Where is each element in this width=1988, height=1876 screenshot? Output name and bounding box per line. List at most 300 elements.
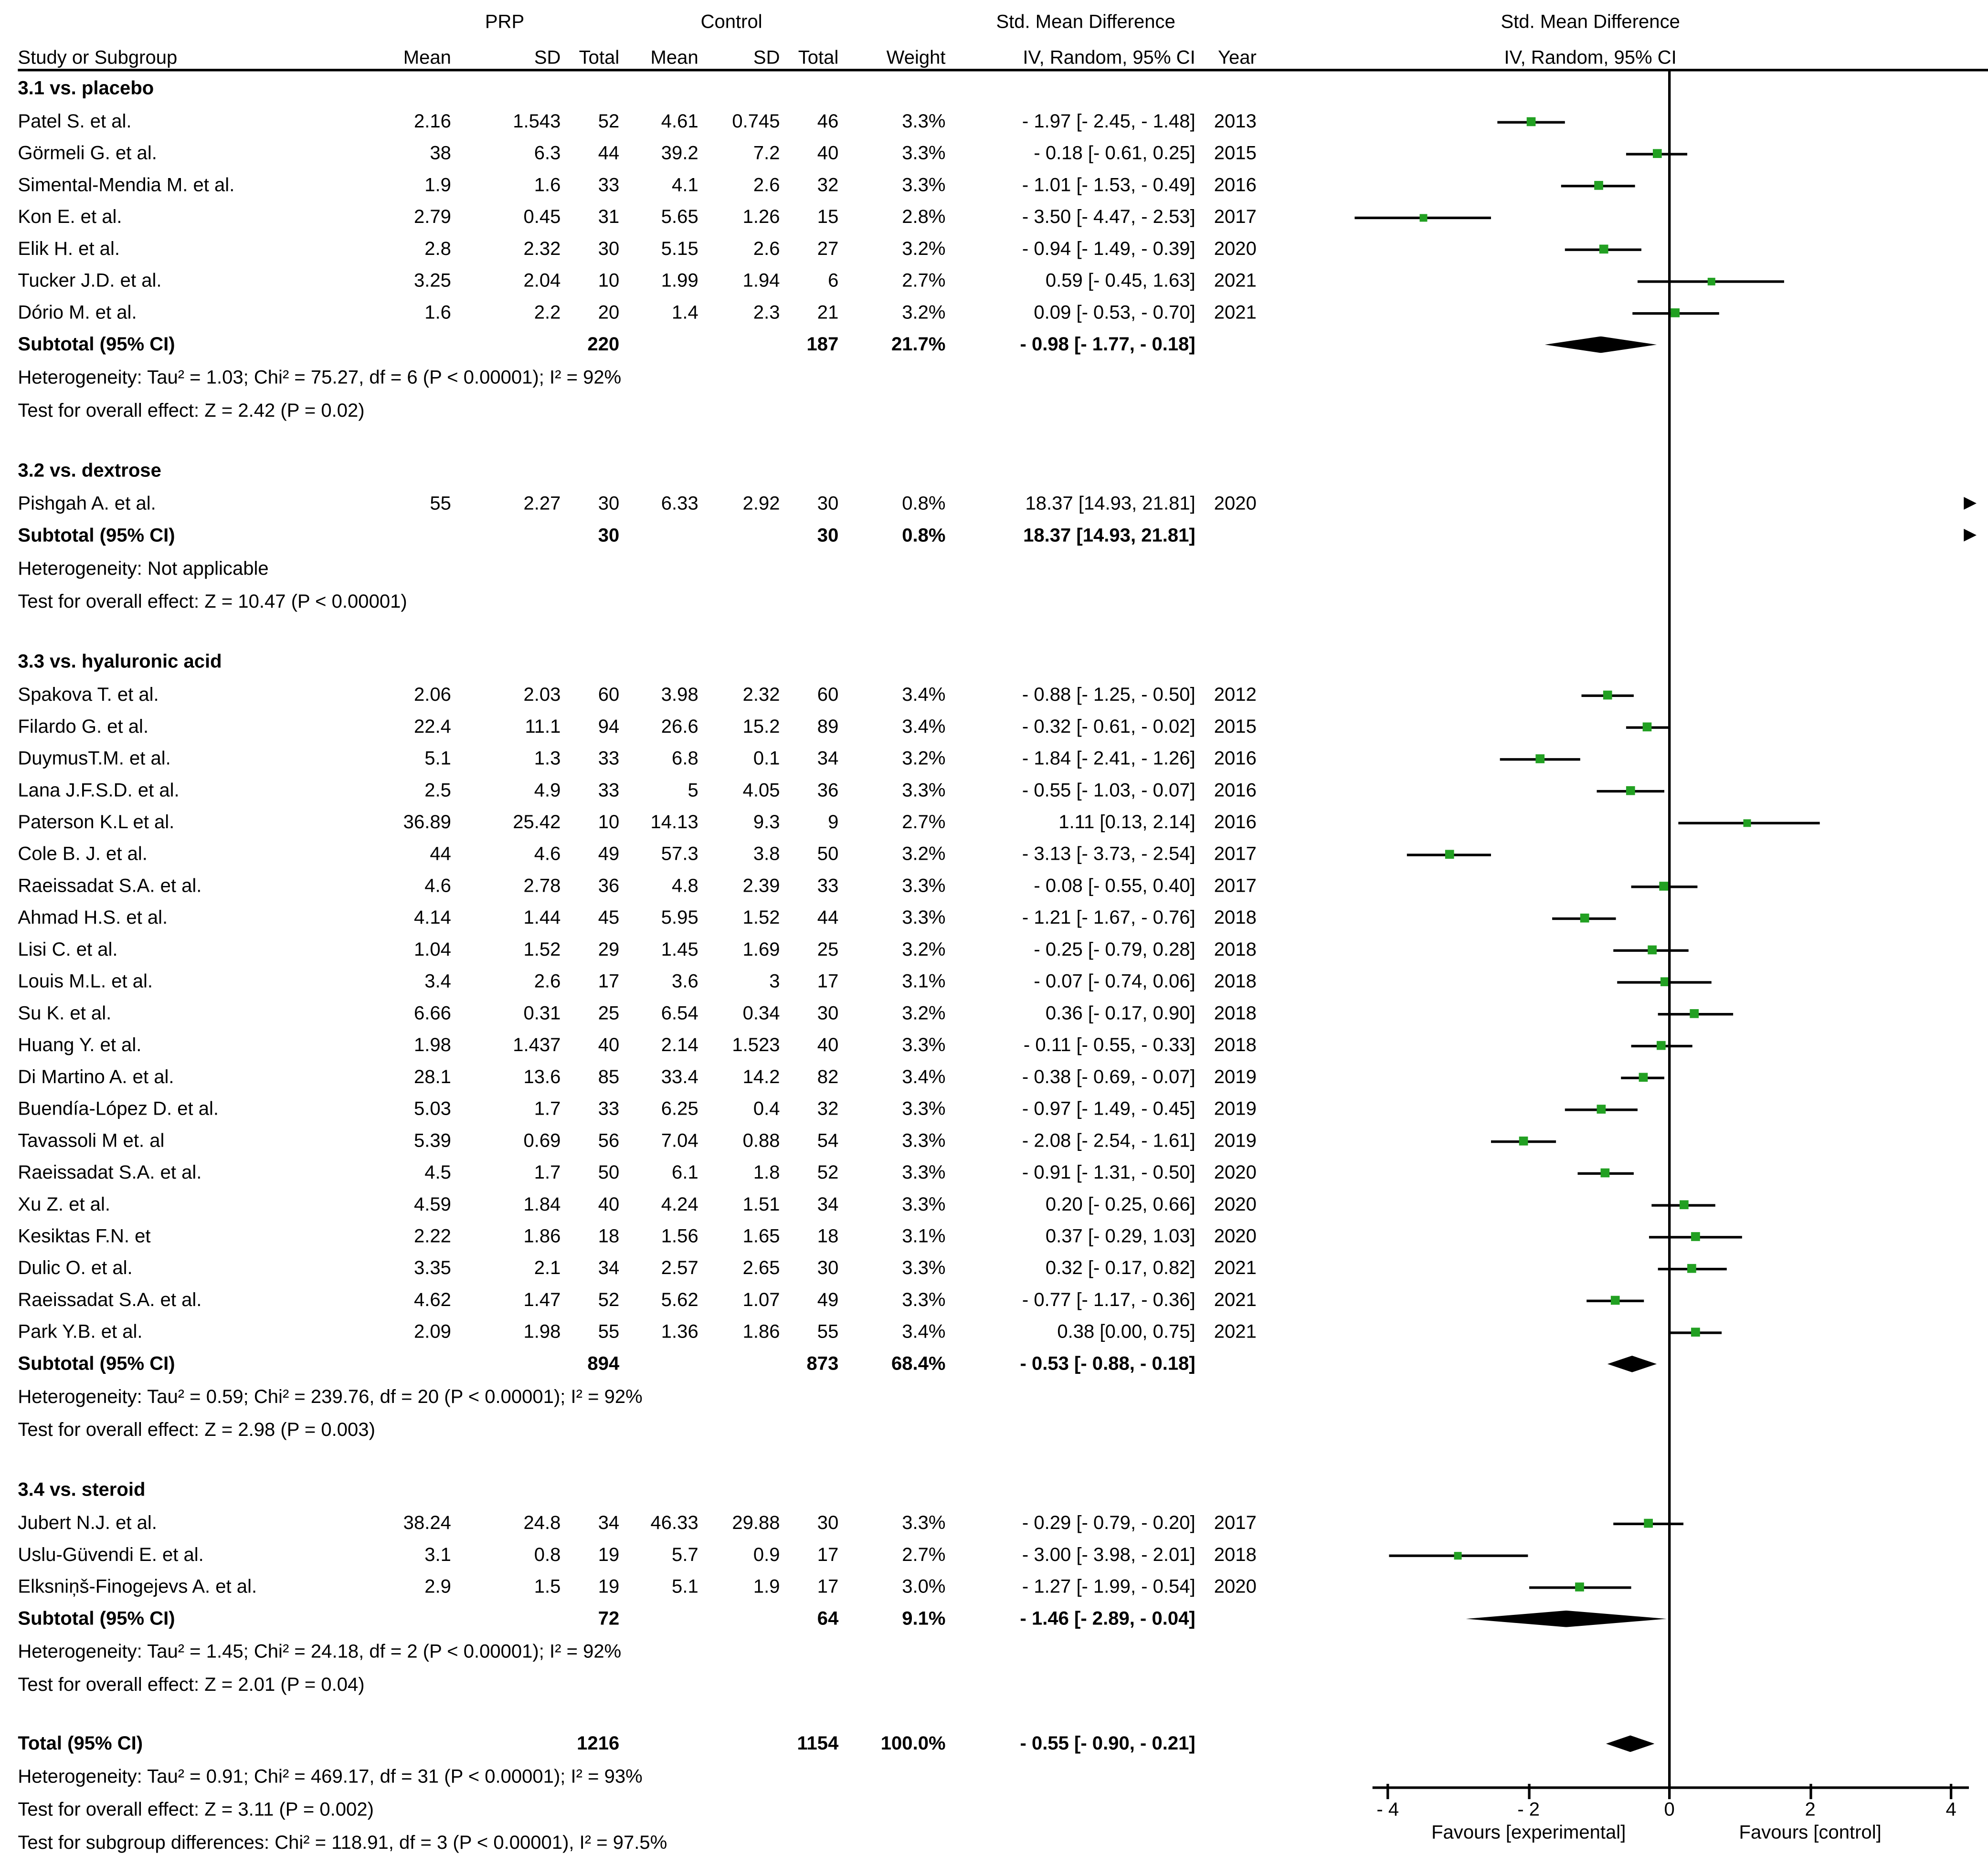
zero-line (1668, 71, 1671, 1786)
subgroup-title-row (18, 453, 1988, 488)
control-total: 27 (817, 238, 839, 260)
prp-sd: 1.7 (534, 1162, 561, 1184)
smd-ci-text: - 1.01 [- 1.53, - 0.49] (1022, 174, 1195, 197)
weight-value: 2.7% (902, 1544, 946, 1566)
overall-effect-row (18, 585, 1988, 618)
weight-value: 3.4% (902, 684, 946, 706)
smd-ci-text: 0.36 [- 0.17, 0.90] (1045, 1002, 1195, 1025)
effect-marker (1638, 1073, 1647, 1082)
smd-ci-text: - 0.38 [- 0.69, - 0.07] (1022, 1066, 1195, 1088)
study-name: Pishgah A. et al. (18, 493, 156, 515)
prp-total: 85 (598, 1066, 620, 1088)
control-mean: 57.3 (661, 843, 698, 865)
study-row (18, 711, 1988, 743)
study-name: Elik H. et al. (18, 238, 120, 260)
weight-value: 3.2% (902, 302, 946, 324)
subgroup-title-row (18, 1473, 1988, 1507)
year-value: 2018 (1214, 1002, 1257, 1025)
control-total: 21 (817, 302, 839, 324)
year-value: 2017 (1214, 206, 1257, 228)
effect-marker (1652, 149, 1661, 158)
effect-marker (1660, 882, 1669, 891)
prp-mean: 2.06 (413, 684, 451, 706)
control-total: 40 (817, 1034, 839, 1056)
overall-effect-note: Test for overall effect: Z = 3.11 (P = 0.002) (18, 1798, 374, 1820)
control-sd: 7.2 (753, 142, 780, 165)
study-name: Di Martino A. et al. (18, 1066, 174, 1088)
smd-ci-text: - 0.18 [- 0.61, 0.25] (1034, 142, 1195, 165)
control-total: 6 (828, 270, 839, 292)
study-name: Raeissadat S.A. et al. (18, 875, 202, 897)
control-sd: 2.39 (742, 875, 780, 897)
prp-sd: 11.1 (525, 716, 561, 738)
control-total: 55 (817, 1321, 839, 1343)
weight-value: 3.4% (902, 1066, 946, 1088)
control-sd: 14.2 (742, 1066, 780, 1088)
smd-ci-text: - 3.13 [- 3.73, - 2.54] (1022, 843, 1195, 865)
heterogeneity-note: Heterogeneity: Tau² = 0.91; Chi² = 469.17, df = 31 (P < 0.00001); I² = 93% (18, 1765, 643, 1787)
control-total: 36 (817, 780, 839, 801)
prp-mean: 2.9 (424, 1576, 451, 1598)
control-sd: 2.3 (753, 302, 780, 324)
control-sd: 0.1 (753, 748, 780, 770)
smd-ci-text: - 1.84 [- 2.41, - 1.26] (1022, 748, 1195, 770)
effect-marker (1597, 1105, 1606, 1114)
prp-total: 31 (598, 206, 620, 228)
control-sd: 1.07 (742, 1289, 780, 1311)
prp-total: 10 (598, 270, 620, 292)
year-value: 2015 (1214, 142, 1257, 165)
prp-mean: 3.1 (424, 1544, 451, 1566)
smd-ci-text: 0.32 [- 0.17, 0.82] (1045, 1257, 1195, 1279)
heterogeneity-row (18, 1380, 1988, 1413)
control-sd: 9.3 (753, 812, 780, 833)
control-total: 30 (817, 1002, 839, 1025)
control-total: 44 (817, 907, 839, 929)
control-total: 46 (817, 111, 839, 133)
smd-ci-text: - 0.97 [- 1.49, - 0.45] (1022, 1098, 1195, 1120)
prp-mean: 4.62 (413, 1289, 451, 1311)
prp-mean: 2.16 (413, 111, 451, 133)
plot-cell (1264, 1316, 1988, 1348)
year-value: 2020 (1214, 238, 1257, 260)
year-value: 2021 (1214, 302, 1257, 324)
study-row (18, 1507, 1988, 1539)
study-name: Raeissadat S.A. et al. (18, 1162, 202, 1184)
prp-sd: 2.6 (534, 970, 561, 993)
weight-value: 3.2% (902, 939, 946, 961)
weight-value: 68.4% (891, 1353, 946, 1375)
prp-total: 52 (598, 111, 620, 133)
header-prp-sd: SD (534, 47, 561, 69)
subgroup-title: 3.3 vs. hyaluronic acid (18, 651, 222, 673)
smd-ci-text: 0.38 [0.00, 0.75] (1057, 1321, 1195, 1343)
prp-total: 10 (598, 812, 620, 833)
year-value: 2019 (1214, 1098, 1257, 1120)
control-sd: 3 (769, 970, 780, 993)
prp-mean: 2.22 (413, 1225, 451, 1248)
weight-value: 21.7% (891, 334, 946, 356)
control-mean: 1.4 (672, 302, 698, 324)
study-row (18, 1285, 1988, 1317)
effect-marker (1599, 244, 1608, 253)
effect-marker (1580, 914, 1589, 923)
weight-value: 3.3% (902, 111, 946, 133)
prp-sd: 1.86 (523, 1225, 561, 1248)
control-sd: 1.65 (742, 1225, 780, 1248)
weight-value: 3.4% (902, 716, 946, 738)
effect-marker (1707, 277, 1715, 285)
plot-cell (1264, 1061, 1988, 1093)
effect-marker (1647, 946, 1656, 955)
control-total: 1154 (797, 1733, 839, 1755)
weight-value: 3.1% (902, 1225, 946, 1248)
weight-value: 3.3% (902, 1098, 946, 1120)
weight-value: 3.3% (902, 875, 946, 897)
prp-mean: 36.89 (403, 812, 451, 833)
heterogeneity-row (18, 360, 1988, 393)
prp-mean: 1.9 (424, 174, 451, 197)
study-name: Kon E. et al. (18, 206, 122, 228)
effect-marker (1744, 819, 1751, 826)
prp-total: 20 (598, 302, 620, 324)
year-value: 2021 (1214, 270, 1257, 292)
control-mean: 5 (687, 780, 698, 801)
study-row (18, 488, 1988, 520)
prp-total: 40 (598, 1194, 620, 1216)
study-name: Filardo G. et al. (18, 716, 149, 738)
control-sd: 0.88 (742, 1130, 780, 1152)
prp-sd: 2.1 (534, 1257, 561, 1279)
header-weight: Weight (886, 47, 946, 69)
smd-ci-text: - 0.53 [- 0.88, - 0.18] (1020, 1353, 1195, 1375)
effect-marker (1657, 1041, 1666, 1050)
header-effect-title: Std. Mean Difference (996, 11, 1175, 33)
plot-header-method: IV, Random, 95% CI (1504, 47, 1677, 69)
axis-tick-label: - 2 (1517, 1799, 1540, 1821)
prp-total: 1216 (577, 1733, 620, 1755)
control-total: 32 (817, 174, 839, 197)
control-mean: 1.56 (661, 1225, 698, 1248)
control-mean: 6.25 (661, 1098, 698, 1120)
control-total: 17 (817, 970, 839, 993)
prp-mean: 2.8 (424, 238, 451, 260)
smd-ci-text: - 0.91 [- 1.31, - 0.50] (1022, 1162, 1195, 1184)
prp-sd: 2.2 (534, 302, 561, 324)
prp-total: 34 (598, 1257, 620, 1279)
prp-total: 19 (598, 1576, 620, 1598)
plot-cell (1264, 1253, 1988, 1285)
weight-value: 2.7% (902, 812, 946, 833)
prp-sd: 2.32 (523, 238, 561, 260)
subgroup-title-row (18, 645, 1988, 679)
prp-sd: 6.3 (534, 142, 561, 165)
control-mean: 4.24 (661, 1194, 698, 1216)
header-prp-total: Total (579, 47, 620, 69)
study-name: Louis M.L. et al. (18, 970, 153, 993)
plot-cell (1264, 169, 1988, 201)
control-sd: 1.8 (753, 1162, 780, 1184)
effect-marker (1642, 722, 1651, 731)
study-name: Lisi C. et al. (18, 939, 118, 961)
study-row (18, 902, 1988, 934)
control-sd: 15.2 (742, 716, 780, 738)
year-value: 2018 (1214, 939, 1257, 961)
prp-sd: 2.78 (523, 875, 561, 897)
effect-marker (1611, 1296, 1620, 1305)
header-group-experimental: PRP (485, 11, 525, 33)
axis-tick-label: 4 (1946, 1799, 1956, 1821)
plot-cell (1264, 998, 1988, 1030)
heterogeneity-note: Heterogeneity: Tau² = 1.45; Chi² = 24.18, df = 2 (P < 0.00001); I² = 92% (18, 1640, 622, 1663)
prp-mean: 3.4 (424, 970, 451, 993)
control-sd: 0.4 (753, 1098, 780, 1120)
study-row (18, 807, 1988, 839)
prp-mean: 4.5 (424, 1162, 451, 1184)
study-row (18, 870, 1988, 902)
control-sd: 1.52 (742, 907, 780, 929)
weight-value: 9.1% (902, 1608, 946, 1630)
axis-tick (1527, 1784, 1530, 1799)
prp-mean: 1.98 (413, 1034, 451, 1056)
header-control-total: Total (798, 47, 839, 69)
plot-cell (1264, 488, 1988, 520)
smd-ci-text: - 0.55 [- 0.90, - 0.21] (1020, 1733, 1195, 1755)
subgroup-title: 3.4 vs. steroid (18, 1479, 146, 1501)
spacer-row (18, 618, 1988, 645)
prp-sd: 1.7 (534, 1098, 561, 1120)
plot-cell (1264, 1507, 1988, 1539)
study-name: Görmeli G. et al. (18, 142, 157, 165)
prp-sd: 2.27 (523, 493, 561, 515)
smd-ci-text: - 3.00 [- 3.98, - 2.01] (1022, 1544, 1195, 1566)
control-sd: 0.745 (732, 111, 780, 133)
plot-cell (1264, 775, 1988, 807)
control-mean: 5.62 (661, 1289, 698, 1311)
smd-ci-text: - 0.94 [- 1.49, - 0.39] (1022, 238, 1195, 260)
plot-cell (1264, 1539, 1988, 1571)
weight-value: 3.2% (902, 843, 946, 865)
prp-sd: 1.6 (534, 174, 561, 197)
effect-marker (1679, 1200, 1688, 1209)
axis-tick (1950, 1784, 1952, 1799)
effect-marker (1454, 1551, 1462, 1559)
heterogeneity-note: Heterogeneity: Tau² = 1.03; Chi² = 75.27, df = 6 (P < 0.00001); I² = 92% (18, 366, 622, 388)
study-row (18, 1125, 1988, 1157)
study-row (18, 1189, 1988, 1221)
control-sd: 4.05 (742, 780, 780, 801)
control-mean: 5.15 (661, 238, 698, 260)
study-row (18, 934, 1988, 966)
prp-mean: 6.66 (413, 1002, 451, 1025)
control-total: 89 (817, 716, 839, 738)
plot-cell (1264, 966, 1988, 998)
study-name: Total (95% CI) (18, 1733, 143, 1755)
control-total: 64 (817, 1608, 839, 1630)
smd-ci-text: - 2.08 [- 2.54, - 1.61] (1022, 1130, 1195, 1152)
prp-mean: 2.5 (424, 780, 451, 801)
plot-cell (1264, 201, 1988, 233)
study-row (18, 838, 1988, 870)
weight-value: 3.3% (902, 1512, 946, 1534)
plot-cell (1264, 1030, 1988, 1062)
prp-sd: 1.98 (523, 1321, 561, 1343)
prp-total: 34 (598, 1512, 620, 1534)
control-total: 25 (817, 939, 839, 961)
year-value: 2021 (1214, 1257, 1257, 1279)
study-name: Paterson K.L et al. (18, 812, 175, 833)
control-total: 15 (817, 206, 839, 228)
prp-total: 52 (598, 1289, 620, 1311)
smd-ci-text: - 0.08 [- 0.55, 0.40] (1034, 875, 1195, 897)
control-total: 52 (817, 1162, 839, 1184)
plot-cell (1264, 934, 1988, 966)
prp-total: 49 (598, 843, 620, 865)
summary-diamond (1607, 1356, 1657, 1372)
study-row (18, 1221, 1988, 1253)
study-row (18, 743, 1988, 775)
study-row (18, 1157, 1988, 1189)
effect-marker (1692, 1328, 1701, 1337)
overall-effect-row (18, 1668, 1988, 1701)
control-sd: 2.92 (742, 493, 780, 515)
prp-mean: 5.39 (413, 1130, 451, 1152)
control-total: 33 (817, 875, 839, 897)
weight-value: 0.8% (902, 525, 946, 547)
prp-mean: 2.09 (413, 1321, 451, 1343)
overall-effect-note: Test for overall effect: Z = 2.98 (P = 0.003) (18, 1419, 375, 1441)
weight-value: 3.3% (902, 174, 946, 197)
control-total: 49 (817, 1289, 839, 1311)
year-value: 2018 (1214, 907, 1257, 929)
prp-total: 72 (598, 1608, 620, 1630)
plot-cell (1264, 1157, 1988, 1189)
study-name: Patel S. et al. (18, 111, 132, 133)
year-value: 2013 (1214, 111, 1257, 133)
control-mean: 1.36 (661, 1321, 698, 1343)
study-name: Kesiktas F.N. et (18, 1225, 151, 1248)
plot-cell (1264, 807, 1988, 839)
control-mean: 5.7 (672, 1544, 698, 1566)
prp-total: 17 (598, 970, 620, 993)
study-name: Dulic O. et al. (18, 1257, 133, 1279)
control-total: 30 (817, 1512, 839, 1534)
control-mean: 39.2 (661, 142, 698, 165)
prp-mean: 44 (430, 843, 451, 865)
control-sd: 2.6 (753, 174, 780, 197)
control-mean: 6.1 (672, 1162, 698, 1184)
header-control-mean: Mean (650, 47, 698, 69)
year-value: 2017 (1214, 1512, 1257, 1534)
spacer-row (18, 1446, 1988, 1473)
subtotal-row (18, 329, 1988, 361)
prp-total: 45 (598, 907, 620, 929)
plot-cell (1264, 297, 1988, 329)
weight-value: 3.3% (902, 1034, 946, 1056)
study-name: Spakova T. et al. (18, 684, 159, 706)
offscale-arrow-icon (1964, 529, 1977, 542)
subtotal-row (18, 1603, 1988, 1635)
year-value: 2015 (1214, 716, 1257, 738)
weight-value: 3.3% (902, 142, 946, 165)
year-value: 2021 (1214, 1321, 1257, 1343)
prp-sd: 24.8 (523, 1512, 561, 1534)
smd-ci-text: 18.37 [14.93, 21.81] (1023, 525, 1195, 547)
control-mean: 46.33 (650, 1512, 698, 1534)
year-value: 2016 (1214, 748, 1257, 770)
smd-ci-text: - 3.50 [- 4.47, - 2.53] (1022, 206, 1195, 228)
weight-value: 3.3% (902, 1289, 946, 1311)
prp-sd: 1.3 (534, 748, 561, 770)
study-name: Simental-Mendia M. et al. (18, 174, 235, 197)
control-sd: 0.34 (742, 1002, 780, 1025)
control-sd: 2.65 (742, 1257, 780, 1279)
plot-cell (1264, 265, 1988, 297)
axis-tick-label: 0 (1664, 1799, 1675, 1821)
control-mean: 5.65 (661, 206, 698, 228)
study-row (18, 1539, 1988, 1571)
study-name: Elksniņš-Finogejevs A. et al. (18, 1576, 257, 1598)
year-value: 2016 (1214, 174, 1257, 197)
effect-marker (1535, 754, 1544, 763)
favours-left-label: Favours [experimental] (1431, 1822, 1626, 1844)
control-total: 30 (817, 1257, 839, 1279)
smd-ci-text: - 0.77 [- 1.17, - 0.36] (1022, 1289, 1195, 1311)
plot-cell (1264, 711, 1988, 743)
plot-cell (1264, 743, 1988, 775)
prp-total: 894 (587, 1353, 620, 1375)
plot-cell (1264, 106, 1988, 138)
prp-total: 40 (598, 1034, 620, 1056)
weight-value: 3.2% (902, 1002, 946, 1025)
study-row (18, 775, 1988, 807)
control-total: 50 (817, 843, 839, 865)
prp-sd: 1.84 (523, 1194, 561, 1216)
prp-sd: 25.42 (513, 812, 561, 833)
smd-ci-text: - 0.29 [- 0.79, - 0.20] (1022, 1512, 1195, 1534)
plot-cell (1264, 679, 1988, 711)
axis-tick-label: 2 (1805, 1799, 1816, 1821)
prp-total: 25 (598, 1002, 620, 1025)
smd-ci-text: - 0.11 [- 0.55, - 0.33] (1023, 1034, 1195, 1056)
prp-sd: 13.6 (523, 1066, 561, 1088)
control-total: 34 (817, 1194, 839, 1216)
study-name: Raeissadat S.A. et al. (18, 1289, 202, 1311)
effect-marker (1660, 977, 1669, 986)
axis-tick-label: - 4 (1376, 1799, 1399, 1821)
summary-diamond (1545, 337, 1657, 353)
prp-sd: 1.437 (513, 1034, 561, 1056)
forest-plot-rows (18, 71, 1988, 1859)
prp-total: 30 (598, 493, 620, 515)
plot-cell (1264, 1125, 1988, 1157)
study-name: Lana J.F.S.D. et al. (18, 780, 180, 801)
effect-marker (1594, 181, 1603, 190)
prp-mean: 4.6 (424, 875, 451, 897)
smd-ci-text: - 0.07 [- 0.74, 0.06] (1034, 970, 1195, 993)
header-study-col: Study or Subgroup (18, 47, 178, 69)
prp-mean: 4.59 (413, 1194, 451, 1216)
plot-cell (1264, 233, 1988, 265)
plot-cell (1264, 1189, 1988, 1221)
plot-cell (1264, 870, 1988, 902)
prp-sd: 1.44 (523, 907, 561, 929)
spacer-row (18, 1701, 1988, 1728)
year-value: 2019 (1214, 1066, 1257, 1088)
smd-ci-text: - 0.32 [- 0.61, - 0.02] (1022, 716, 1195, 738)
year-value: 2017 (1214, 843, 1257, 865)
effect-marker (1626, 786, 1635, 795)
